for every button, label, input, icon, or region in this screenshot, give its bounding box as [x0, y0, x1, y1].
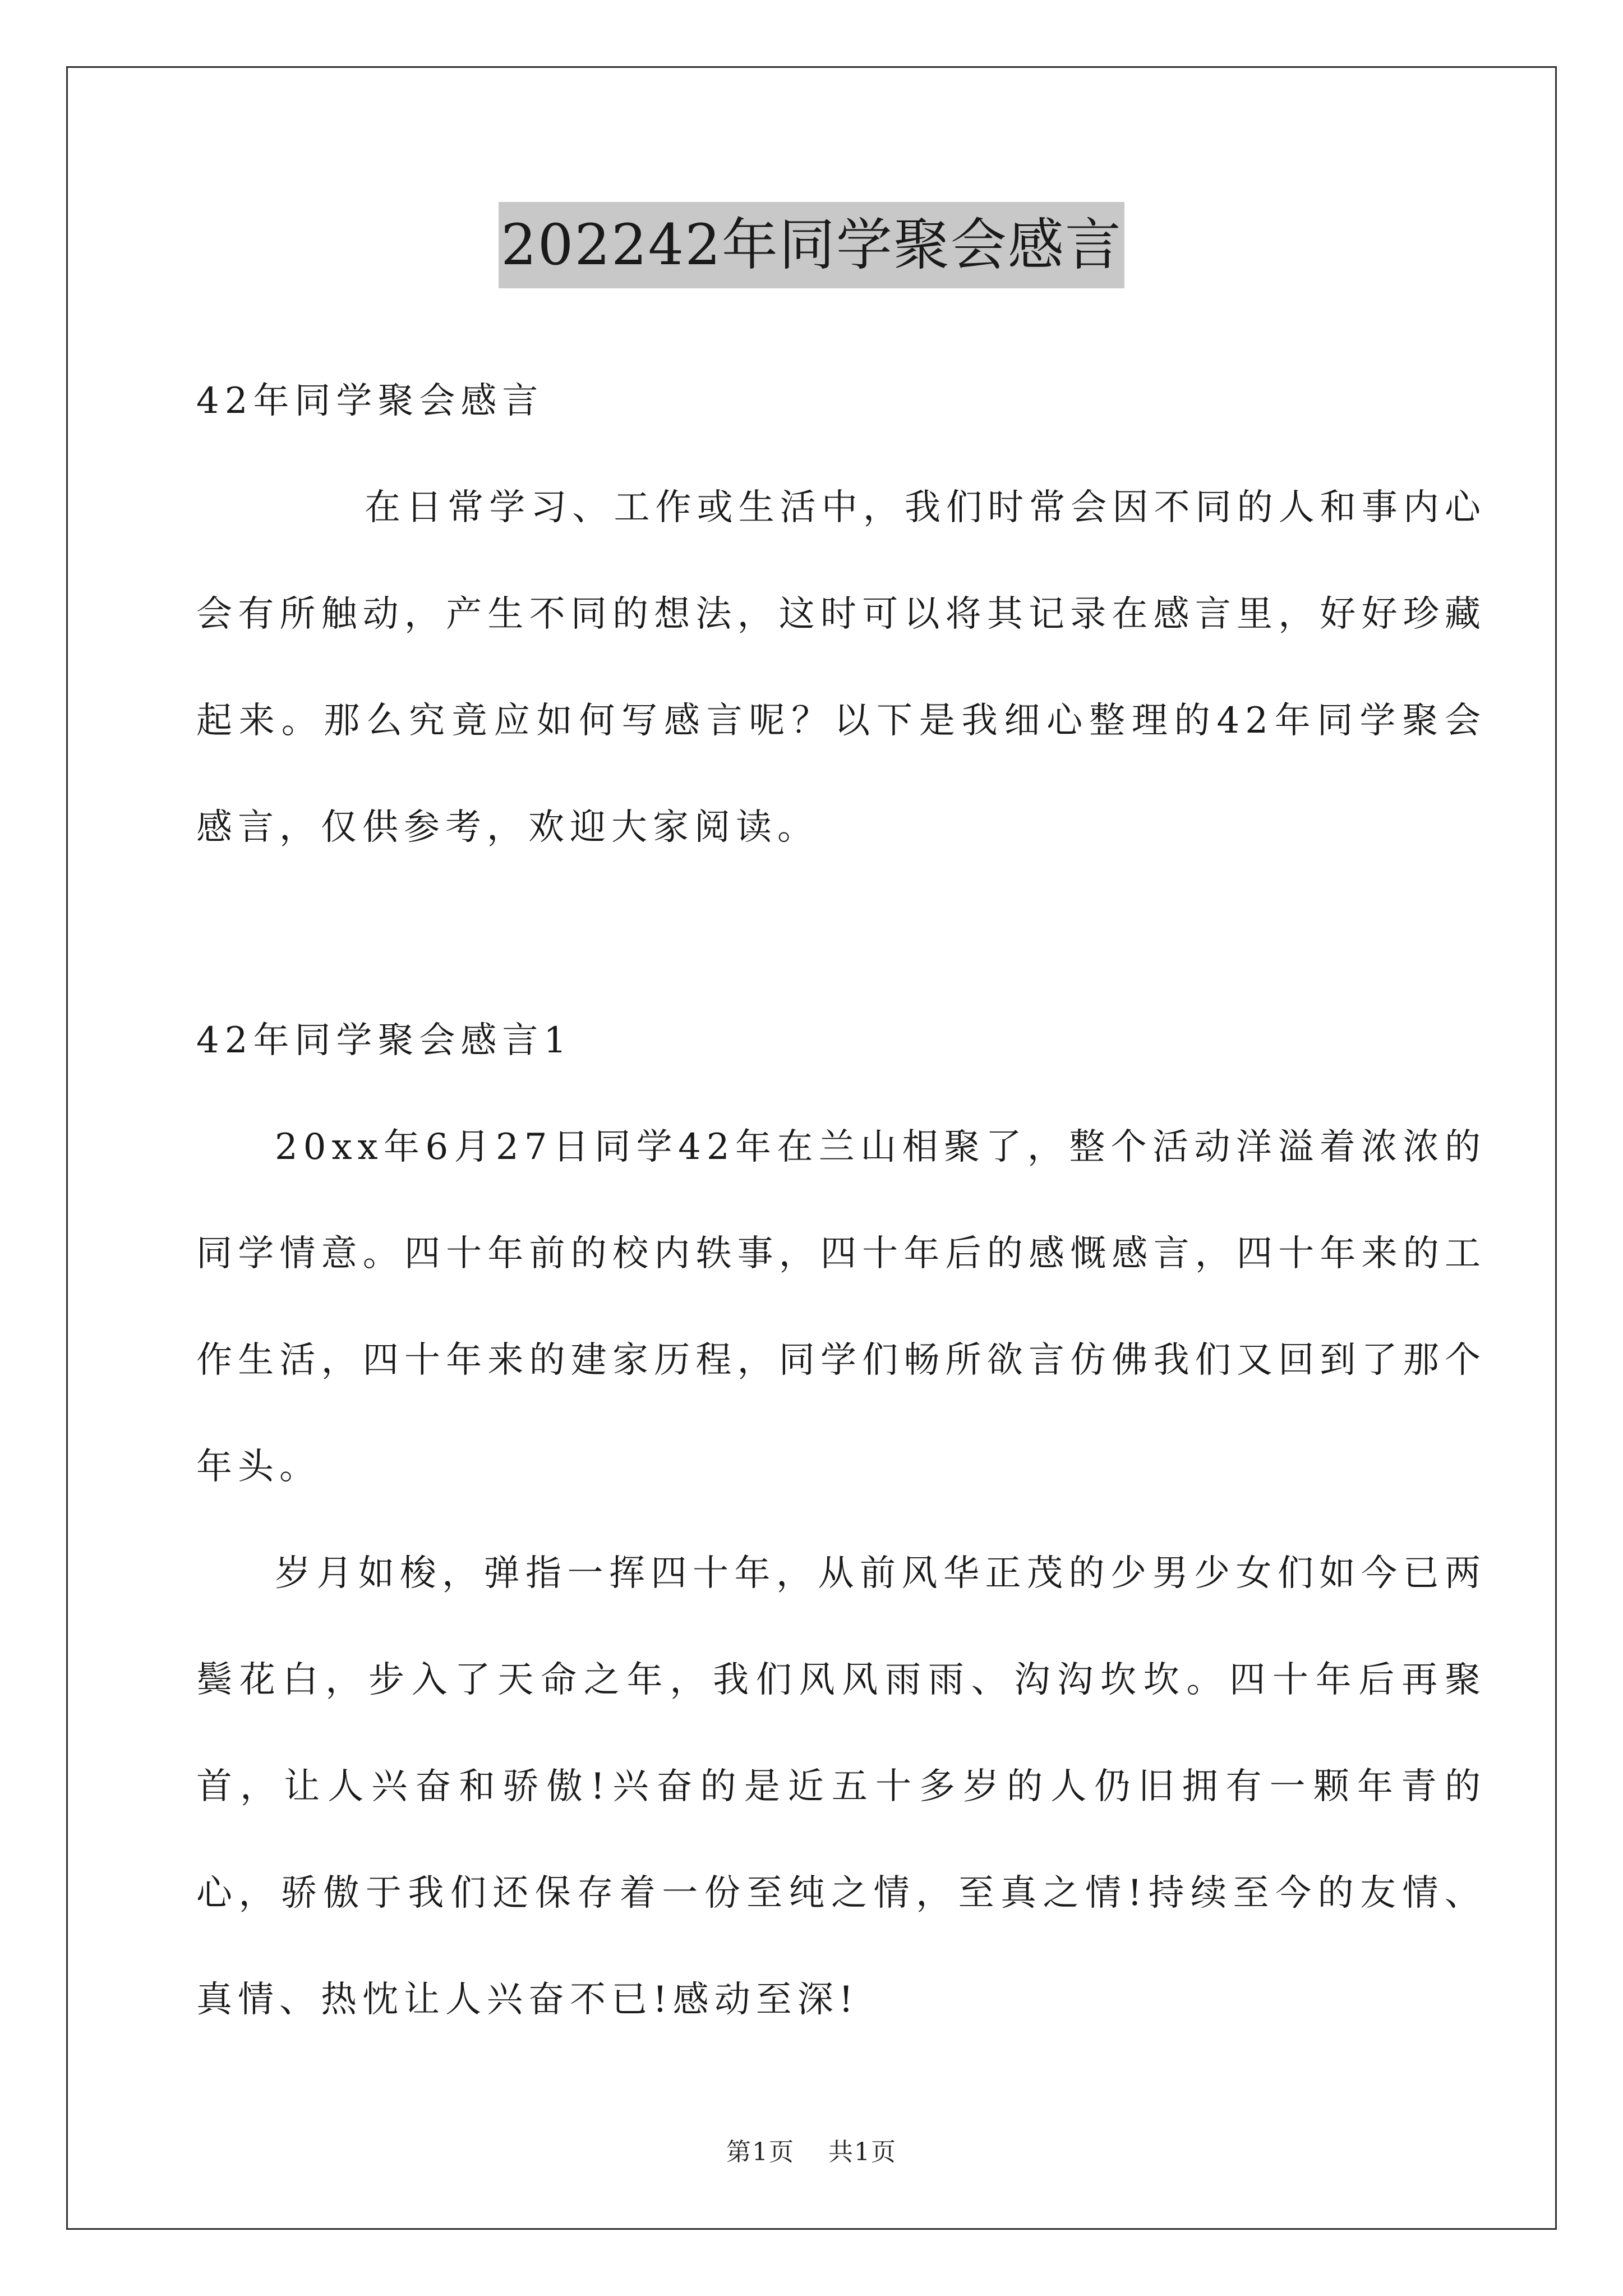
document-title: 202242年同学聚会感言 [499, 202, 1124, 288]
page-number: 第1页 [726, 2138, 795, 2166]
intro-paragraph: 在日常学习、工作或生活中，我们时常会因不同的人和事内心会有所触动，产生不同的想法，这时可以将其记录在感言里，好好珍藏起来。那么究竟应如何写感言呢？以下是我细心整理的42年同学聚会感言，仅供参考，欢迎大家阅读。 [196, 487, 1486, 848]
title-container [0, 202, 1623, 288]
body-paragraph-2: 岁月如梭，弹指一挥四十年，从前风华正茂的少男少女们如今已两鬓花白，步入了天命之年，我们风风雨雨、沟沟坎坎。四十年后再聚首，让人兴奋和骄傲!兴奋的是近五十多岁的人仍旧拥有一颗年青的心，骄傲于我们还保存着一份至纯之情，至真之情!持续至今的友情、真情、热忱让人兴奋不已!感动至深! [196, 1553, 1486, 2021]
page-footer [0, 2132, 1623, 2168]
document-body [196, 348, 1486, 2053]
section-heading: 42年同学聚会感言1 [196, 1020, 573, 1061]
page-total: 共1页 [828, 2138, 897, 2166]
section-gap [196, 881, 1486, 987]
subtitle-heading: 42年同学聚会感言 [196, 380, 544, 422]
body-paragraph-1: 20xx年6月27日同学42年在兰山相聚了，整个活动洋溢着浓浓的同学情意。四十年前的校内轶事，四十年后的感慨感言，四十年来的工作生活，四十年来的建家历程，同学们畅所欲言仿佛我们又回到了那个年头。 [196, 1126, 1486, 1488]
